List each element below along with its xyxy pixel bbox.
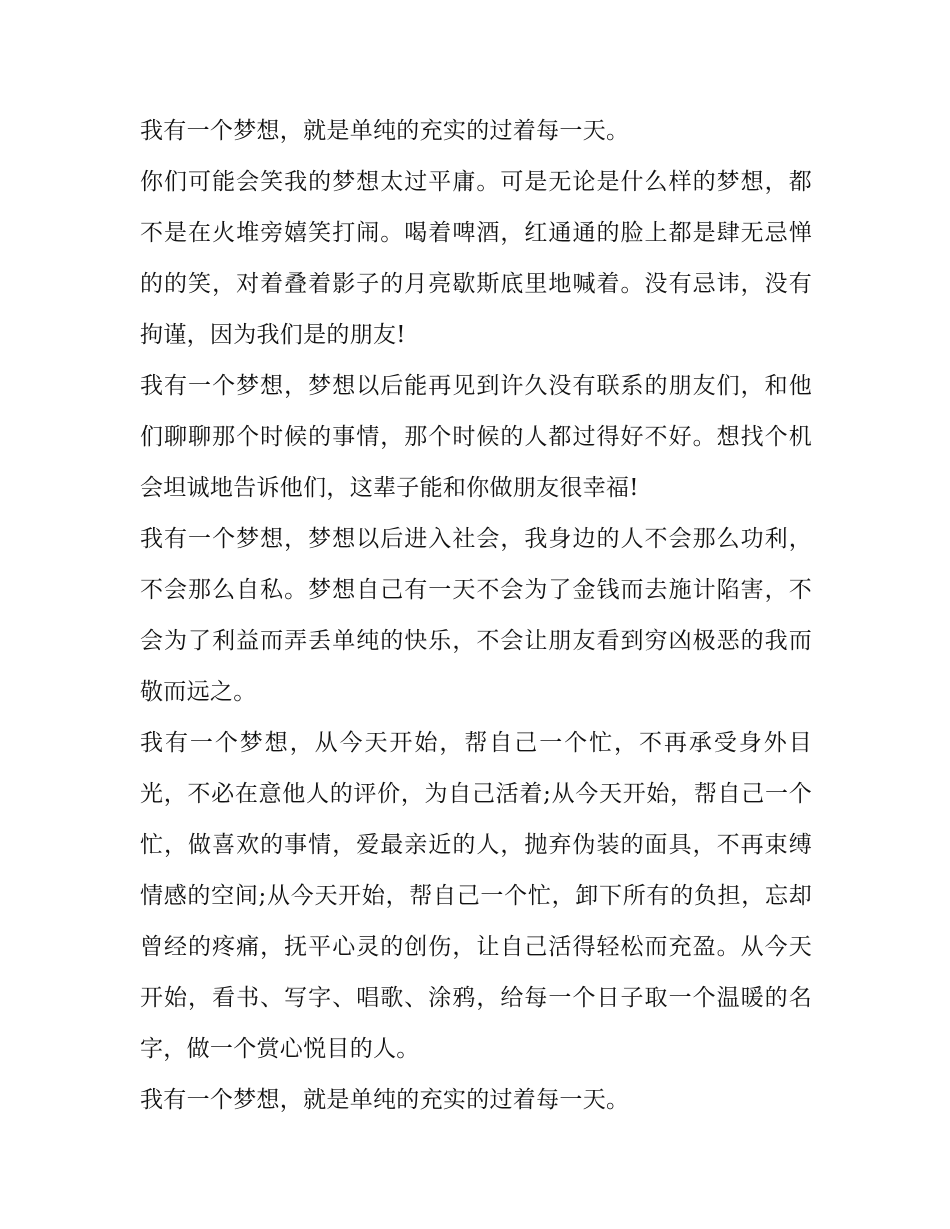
paragraph-2: 你们可能会笑我的梦想太过平庸。可是无论是什么样的梦想，都不是在火堆旁嬉笑打闹。喝着啤酒，红通通的脸上都是肆无忌惮的的笑，对着叠着影子的月亮歇斯底里地喊着。没有忌讳，没有拘谨，因为我们是的朋友! <box>140 169 812 348</box>
paragraph-6: 我有一个梦想，就是单纯的充实的过着每一天。 <box>140 1087 630 1113</box>
paragraph-1: 我有一个梦想，就是单纯的充实的过着每一天。 <box>140 118 630 144</box>
paragraph-5: 我有一个梦想，从今天开始，帮自己一个忙，不再承受身外目光，不必在意他人的评价，为自己活着;从今天开始，帮自己一个忙，做喜欢的事情，爱最亲近的人，抛弃伪装的面具，不再束缚情感的空间;从今天开始，帮自己一个忙，卸下所有的负担，忘却曾经的疼痛，抚平心灵的创伤，让自己活得轻松而充盈。从今天开始，看书、写字、唱歌、涂鸦，给每一个日子取一个温暖的名字，做一个赏心悦目的人。 <box>140 730 812 1062</box>
paragraph-3: 我有一个梦想，梦想以后能再见到许久没有联系的朋友们，和他们聊聊那个时候的事情，那个时候的人都过得好不好。想找个机会坦诚地告诉他们，这辈子能和你做朋友很幸福! <box>140 373 812 501</box>
paragraph-4: 我有一个梦想，梦想以后进入社会，我身边的人不会那么功利，不会那么自私。梦想自己有一天不会为了金钱而去施计陷害，不会为了利益而弄丢单纯的快乐，不会让朋友看到穷凶极恶的我而敬而远之。 <box>140 526 812 705</box>
body-text <box>140 106 812 1126</box>
